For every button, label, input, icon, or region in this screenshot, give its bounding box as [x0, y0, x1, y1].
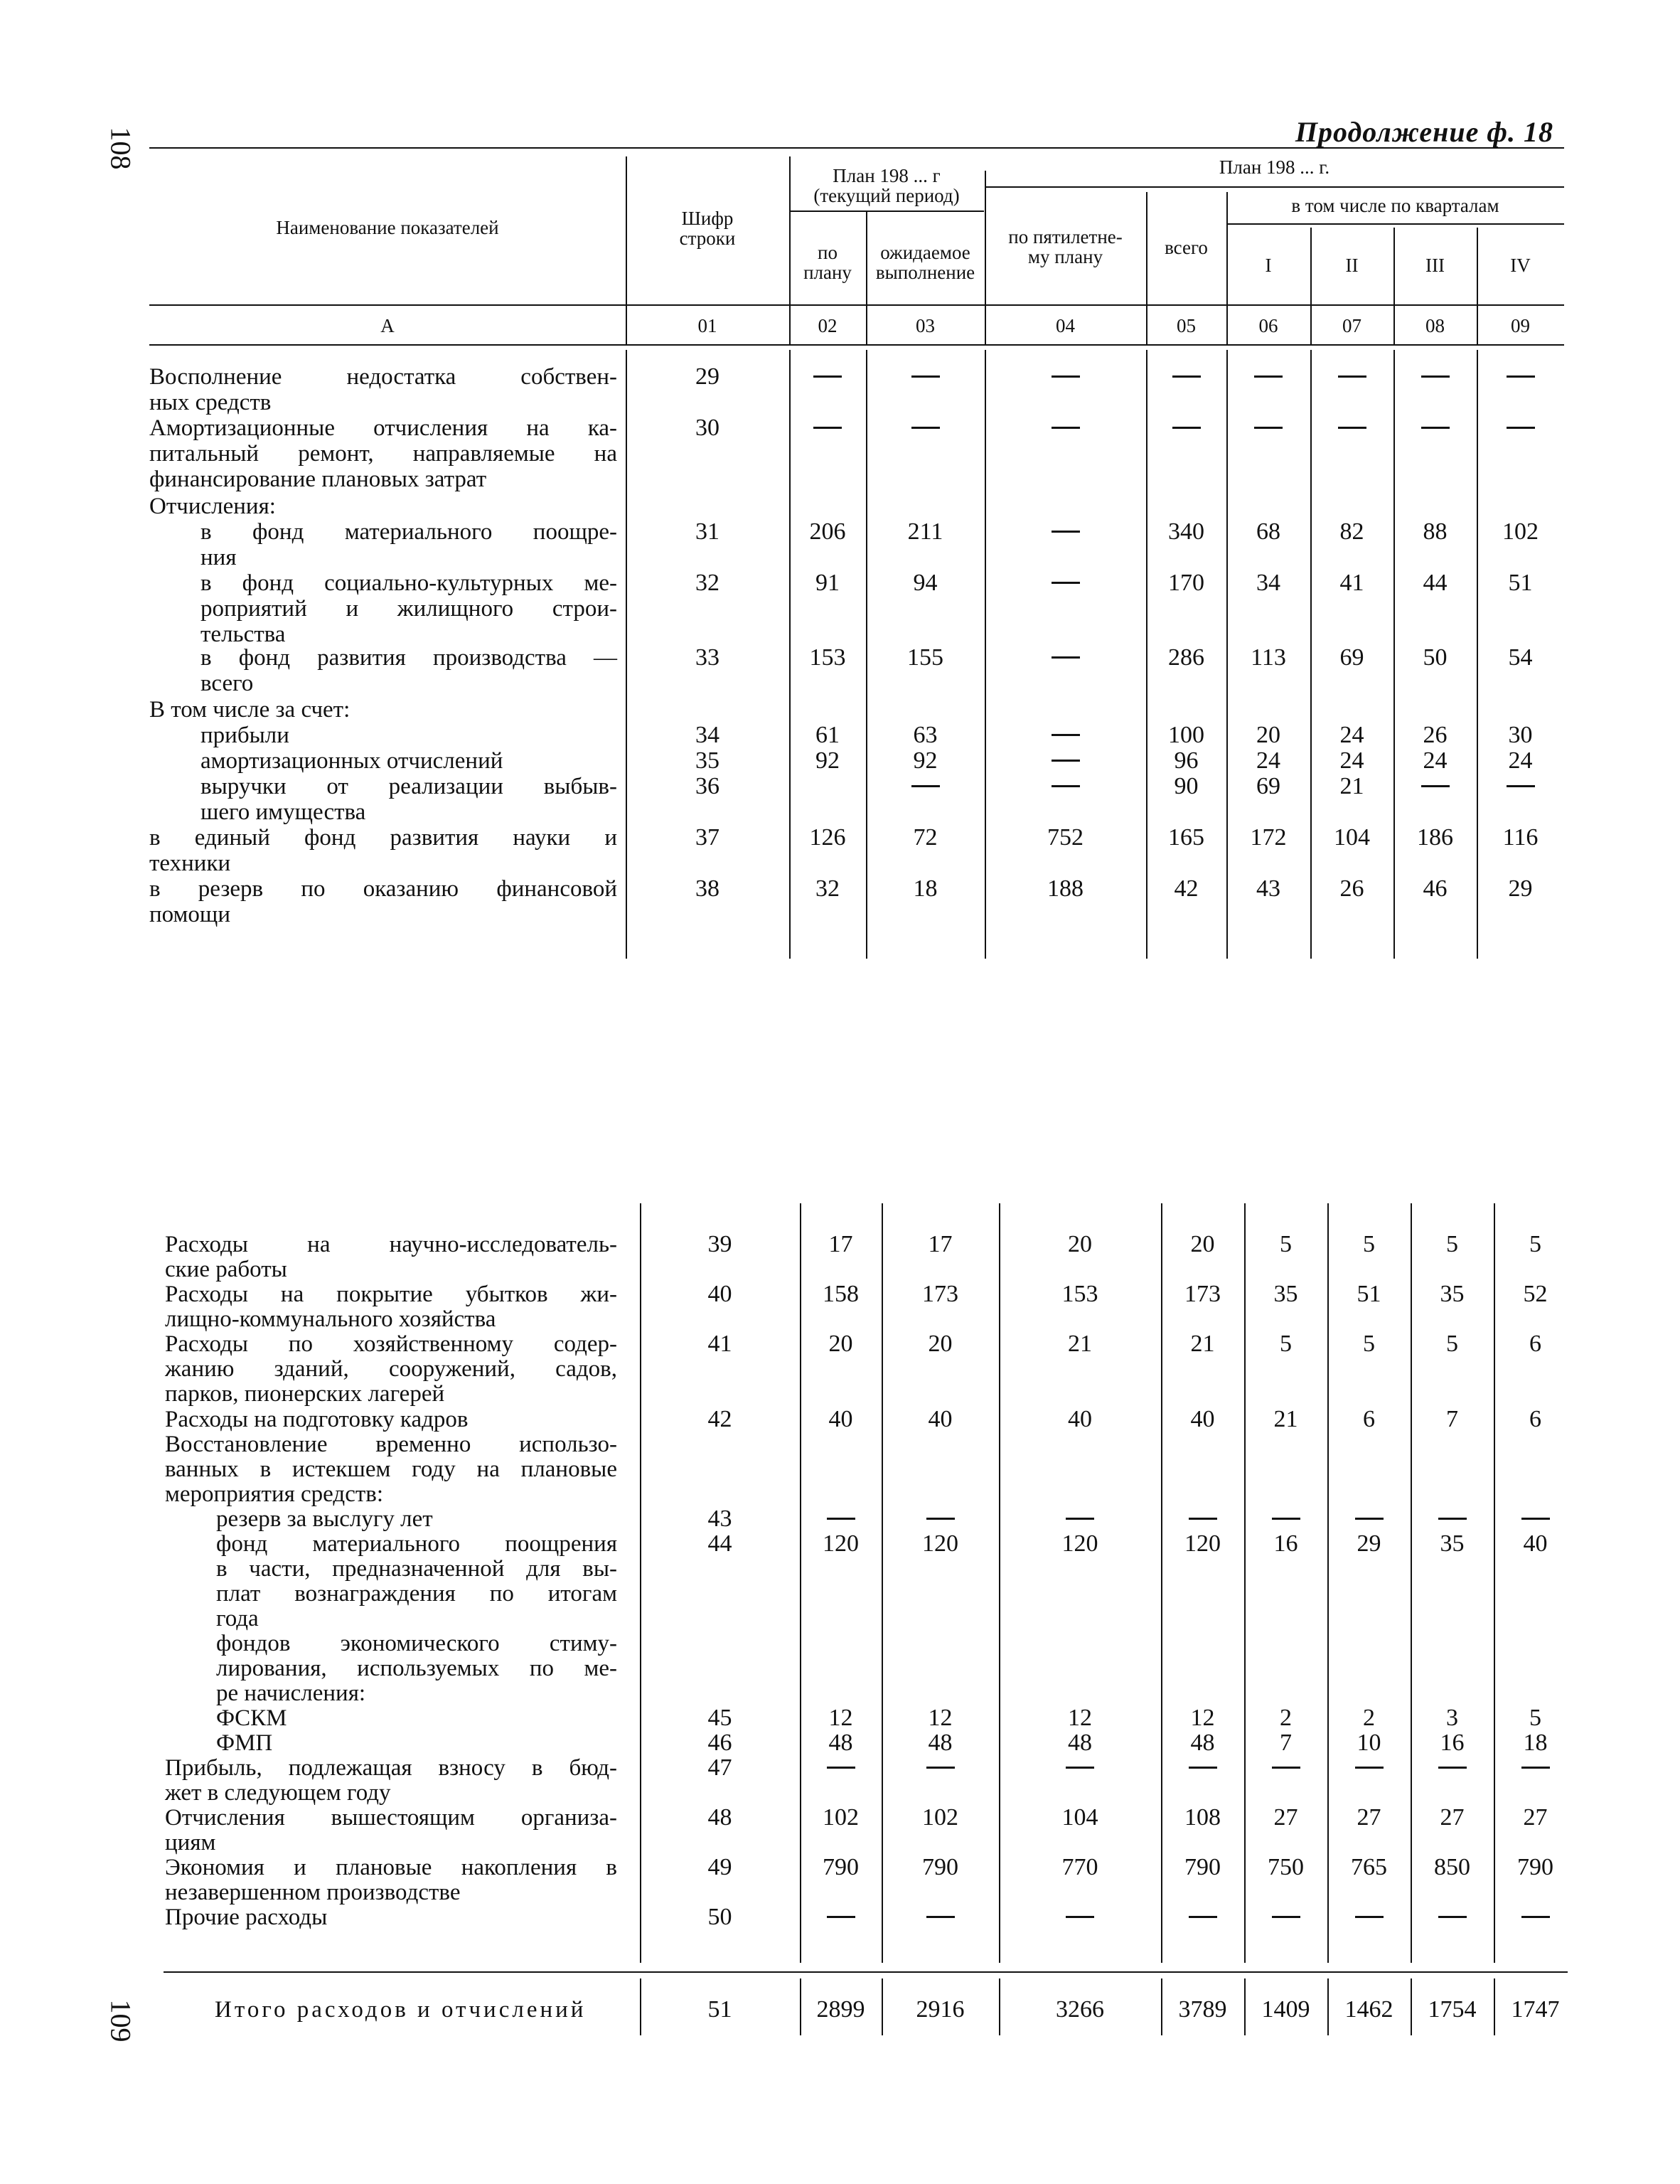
- value-cell: 186: [1417, 824, 1453, 851]
- dash-mark: [1052, 531, 1080, 533]
- dash-mark: [911, 375, 940, 378]
- row-name-line: ские работы: [165, 1257, 287, 1282]
- value-cell: 69: [1256, 773, 1280, 799]
- dash-mark: [827, 1767, 855, 1769]
- row-name-line: питальный ремонт, направляемые на: [149, 441, 617, 467]
- dash-mark: [1507, 785, 1535, 787]
- header-by-plan-2: плану: [803, 262, 852, 283]
- value-cell: 16: [1273, 1530, 1298, 1557]
- dash-mark: [827, 1916, 855, 1918]
- value-cell: 7: [1446, 1406, 1458, 1432]
- row-code: 31: [695, 518, 719, 545]
- total-value: 2916: [916, 1996, 965, 2023]
- value-cell: 5: [1363, 1331, 1375, 1357]
- value-cell: 158: [823, 1281, 859, 1307]
- value-cell: 20: [1190, 1231, 1215, 1257]
- dash-mark: [1521, 1518, 1550, 1520]
- row-code: 33: [695, 644, 719, 671]
- total-value: 1754: [1428, 1996, 1477, 2023]
- value-cell: 18: [1523, 1730, 1548, 1756]
- value-cell: 92: [815, 747, 840, 774]
- value-cell: 102: [1502, 518, 1539, 545]
- value-cell: 153: [1061, 1281, 1098, 1307]
- header-total: всего: [1165, 237, 1208, 258]
- row-name-line: фондов экономического стиму-: [216, 1631, 617, 1656]
- dash-mark: [1052, 582, 1080, 584]
- value-cell: 96: [1174, 747, 1199, 774]
- dash-mark: [1189, 1767, 1217, 1769]
- header-quarter-1: I: [1265, 255, 1272, 276]
- value-cell: 790: [922, 1854, 958, 1880]
- row-name-line: техники: [149, 851, 231, 876]
- row-name-line: ФСКМ: [216, 1705, 287, 1731]
- row-code: 39: [707, 1231, 732, 1257]
- dash-mark: [1172, 427, 1201, 429]
- row-name-line: ФМП: [216, 1730, 273, 1756]
- value-cell: 43: [1256, 875, 1280, 902]
- dash-mark: [1052, 375, 1080, 378]
- column-number: 06: [1258, 315, 1278, 336]
- row-name-line: резерв за выслугу лет: [216, 1506, 433, 1532]
- dash-mark: [1421, 375, 1450, 378]
- value-cell: 27: [1357, 1804, 1381, 1831]
- value-cell: 3: [1446, 1705, 1458, 1731]
- dash-mark: [926, 1518, 955, 1520]
- row-code: 44: [707, 1530, 732, 1557]
- row-code: 37: [695, 824, 719, 851]
- value-cell: 27: [1440, 1804, 1465, 1831]
- dash-mark: [1507, 427, 1535, 429]
- column-divider: [1327, 1203, 1329, 1963]
- value-cell: 68: [1256, 518, 1280, 545]
- row-name-line: года: [216, 1606, 259, 1631]
- value-cell: 69: [1339, 644, 1364, 671]
- row-code: 43: [707, 1506, 732, 1532]
- column-number: 09: [1511, 315, 1530, 336]
- value-cell: 173: [922, 1281, 958, 1307]
- value-cell: 765: [1351, 1854, 1387, 1880]
- header-five-year-1: по пятилетне-: [1008, 226, 1123, 247]
- dash-mark: [1438, 1518, 1467, 1520]
- row-name-line: лирования, используемых по ме-: [216, 1656, 617, 1681]
- column-divider: [882, 1203, 883, 1963]
- value-cell: 20: [1256, 722, 1280, 748]
- row-code: 40: [707, 1281, 732, 1307]
- dash-mark: [1421, 427, 1450, 429]
- dash-mark: [1052, 656, 1080, 659]
- column-divider: [1494, 1203, 1495, 1963]
- column-divider: [999, 1203, 1000, 1963]
- row-name-line: финансирование плановых затрат: [149, 467, 487, 492]
- value-cell: 94: [913, 570, 938, 596]
- value-cell: 172: [1250, 824, 1287, 851]
- value-cell: 340: [1168, 518, 1204, 545]
- value-cell: 5: [1529, 1705, 1541, 1731]
- value-cell: 5: [1446, 1231, 1458, 1257]
- value-cell: 40: [1190, 1406, 1215, 1432]
- dash-mark: [1438, 1767, 1467, 1769]
- dash-mark: [1521, 1916, 1550, 1918]
- header-expected-2: выполнение: [875, 262, 975, 283]
- total-value: 1409: [1261, 1996, 1310, 2023]
- value-cell: 102: [922, 1804, 958, 1831]
- dash-mark: [1189, 1518, 1217, 1520]
- dash-mark: [1066, 1916, 1094, 1918]
- header-quarter-4: IV: [1510, 255, 1531, 276]
- column-number: 03: [916, 315, 935, 336]
- header-plan-current-1: План 198 ... г: [833, 165, 941, 186]
- header-code-2: строки: [679, 228, 736, 249]
- value-cell: 42: [1174, 875, 1199, 902]
- row-code: 34: [695, 722, 719, 748]
- value-cell: 770: [1061, 1854, 1098, 1880]
- column-number: А: [380, 315, 395, 336]
- dash-mark: [827, 1518, 855, 1520]
- value-cell: 12: [1068, 1705, 1092, 1731]
- row-code: 35: [695, 747, 719, 774]
- value-cell: 48: [828, 1730, 853, 1756]
- value-cell: 44: [1423, 570, 1448, 596]
- total-value: 1462: [1344, 1996, 1393, 2023]
- row-name-line: Восполнение недостатка собствен-: [149, 364, 617, 390]
- column-number: 08: [1425, 315, 1445, 336]
- value-cell: 29: [1357, 1530, 1381, 1557]
- column-divider: [800, 1203, 801, 1963]
- value-cell: 286: [1168, 644, 1204, 671]
- row-name-line: в фонд материального поощре-: [200, 519, 617, 545]
- value-cell: 92: [913, 747, 938, 774]
- value-cell: 26: [1423, 722, 1448, 748]
- value-cell: 211: [907, 518, 943, 545]
- value-cell: 88: [1423, 518, 1448, 545]
- dash-mark: [1066, 1767, 1094, 1769]
- value-cell: 61: [815, 722, 840, 748]
- value-cell: 17: [828, 1231, 853, 1257]
- value-cell: 17: [928, 1231, 953, 1257]
- value-cell: 102: [823, 1804, 859, 1831]
- dash-mark: [1066, 1518, 1094, 1520]
- value-cell: 120: [823, 1530, 859, 1557]
- value-cell: 20: [928, 1331, 953, 1357]
- dash-mark: [813, 427, 842, 429]
- row-code: 42: [707, 1406, 732, 1432]
- value-cell: 120: [1061, 1530, 1098, 1557]
- dash-mark: [1172, 375, 1201, 378]
- value-cell: 6: [1363, 1406, 1375, 1432]
- row-name-line: Прибыль, подлежащая взносу в бюд-: [165, 1755, 617, 1781]
- value-cell: 153: [809, 644, 846, 671]
- dash-mark: [1052, 785, 1080, 787]
- dash-mark: [1052, 760, 1080, 762]
- row-name-line: в резерв по оказанию финансовой: [149, 876, 617, 902]
- value-cell: 750: [1268, 1854, 1304, 1880]
- row-name-line: амортизационных отчислений: [200, 748, 503, 774]
- total-name: Итого расходов и отчислений: [215, 1997, 587, 2023]
- value-cell: 51: [1357, 1281, 1381, 1307]
- dash-mark: [1272, 1916, 1300, 1918]
- row-name-line: прибыли: [200, 723, 289, 748]
- row-name-line: В том числе за счет:: [149, 697, 351, 723]
- value-cell: 50: [1423, 644, 1448, 671]
- column-number: 01: [697, 315, 717, 336]
- column-number: 05: [1177, 315, 1196, 336]
- row-name-line: Расходы на научно-исследователь-: [165, 1232, 617, 1257]
- value-cell: 790: [1184, 1854, 1221, 1880]
- dash-mark: [1272, 1518, 1300, 1520]
- row-name-line: ния: [200, 545, 237, 570]
- row-code: 47: [707, 1754, 732, 1781]
- value-cell: 2: [1363, 1705, 1375, 1731]
- value-cell: 5: [1280, 1231, 1292, 1257]
- dash-mark: [1254, 427, 1283, 429]
- row-name-line: жанию зданий, сооружений, садов,: [165, 1356, 617, 1382]
- value-cell: 173: [1184, 1281, 1221, 1307]
- value-cell: 21: [1190, 1331, 1215, 1357]
- row-name-line: фонд материального поощрения: [216, 1531, 617, 1557]
- value-cell: 32: [815, 875, 840, 902]
- dash-mark: [1507, 375, 1535, 378]
- value-cell: 20: [1068, 1231, 1092, 1257]
- value-cell: 35: [1440, 1530, 1465, 1557]
- value-cell: 27: [1273, 1804, 1298, 1831]
- value-cell: 20: [828, 1331, 853, 1357]
- dash-mark: [1355, 1518, 1384, 1520]
- value-cell: 51: [1508, 570, 1533, 596]
- total-value: 1747: [1511, 1996, 1560, 2023]
- value-cell: 790: [1517, 1854, 1553, 1880]
- value-cell: 155: [907, 644, 943, 671]
- row-name-line: ре начисления:: [216, 1680, 366, 1706]
- value-cell: 116: [1502, 824, 1539, 851]
- value-cell: 24: [1256, 747, 1280, 774]
- value-cell: 82: [1339, 518, 1364, 545]
- value-cell: 35: [1440, 1281, 1465, 1307]
- row-code: 41: [707, 1331, 732, 1357]
- row-name-line: Расходы на покрытие убытков жи-: [165, 1282, 617, 1307]
- row-name-line: мероприятия средств:: [165, 1481, 384, 1507]
- column-number: 07: [1342, 315, 1361, 336]
- row-name-line: Расходы по хозяйственному содер-: [165, 1331, 617, 1357]
- value-cell: 104: [1334, 824, 1370, 851]
- value-cell: 24: [1508, 747, 1533, 774]
- row-name-line: Отчисления вышестоящим организа-: [165, 1805, 617, 1831]
- dash-mark: [926, 1767, 955, 1769]
- row-name-line: в части, предназначенной для вы-: [216, 1556, 617, 1582]
- header-plan-next: План 198 ... г.: [1219, 156, 1330, 178]
- total-value: 3789: [1178, 1996, 1227, 2023]
- column-divider: [985, 350, 986, 959]
- header-five-year-2: му плану: [1027, 246, 1103, 267]
- page-number-bottom: 109: [105, 1999, 137, 2042]
- row-name-line: плат вознаграждения по итогам: [216, 1581, 617, 1607]
- dash-mark: [911, 785, 940, 787]
- row-name-line: ванных в истекшем году на плановые: [165, 1456, 617, 1482]
- header-code-1: Шифр: [681, 208, 734, 229]
- value-cell: 170: [1168, 570, 1204, 596]
- value-cell: 5: [1363, 1231, 1375, 1257]
- dash-mark: [1521, 1767, 1550, 1769]
- value-cell: 120: [922, 1530, 958, 1557]
- value-cell: 206: [809, 518, 846, 545]
- row-name-line: в фонд развития производства —: [200, 645, 617, 671]
- value-cell: 113: [1251, 644, 1286, 671]
- value-cell: 7: [1280, 1730, 1292, 1756]
- header-name: Наименование показателей: [276, 217, 499, 238]
- value-cell: 54: [1508, 644, 1533, 671]
- row-name-line: в фонд социально-культурных ме-: [200, 570, 617, 596]
- row-code: 30: [695, 415, 719, 441]
- value-cell: 165: [1168, 824, 1204, 851]
- header-by-plan-1: по: [818, 242, 838, 263]
- value-cell: 24: [1339, 747, 1364, 774]
- total-rule: [164, 1971, 1568, 1973]
- value-cell: 90: [1174, 773, 1199, 799]
- row-name-line: Отчисления:: [149, 494, 276, 519]
- row-name-line: всего: [200, 671, 254, 696]
- value-cell: 10: [1357, 1730, 1381, 1756]
- row-name-line: лищно-коммунального хозяйства: [165, 1306, 496, 1332]
- value-cell: 108: [1184, 1804, 1221, 1831]
- row-code: 29: [695, 363, 719, 390]
- value-cell: 26: [1339, 875, 1364, 902]
- total-code: 51: [707, 1996, 732, 2023]
- value-cell: 21: [1068, 1331, 1092, 1357]
- value-cell: 5: [1280, 1331, 1292, 1357]
- row-code: 49: [707, 1854, 732, 1880]
- value-cell: 6: [1529, 1406, 1541, 1432]
- value-cell: 18: [913, 875, 938, 902]
- dash-mark: [1052, 427, 1080, 429]
- row-name-line: ных средств: [149, 390, 272, 415]
- value-cell: 48: [928, 1730, 953, 1756]
- row-name-line: шего имущества: [200, 799, 366, 825]
- row-code: 46: [707, 1730, 732, 1756]
- row-name-line: незавершенном производстве: [165, 1880, 461, 1905]
- row-code: 36: [695, 773, 719, 799]
- dash-mark: [926, 1916, 955, 1918]
- value-cell: 752: [1047, 824, 1084, 851]
- row-code: 38: [695, 875, 719, 902]
- row-name-line: в единый фонд развития науки и: [149, 825, 617, 851]
- value-cell: 16: [1440, 1730, 1465, 1756]
- value-cell: 24: [1423, 747, 1448, 774]
- dash-mark: [813, 375, 842, 378]
- row-name-line: Восстановление временно использо-: [165, 1432, 617, 1457]
- header-quarter-3: III: [1425, 255, 1445, 276]
- value-cell: 5: [1529, 1231, 1541, 1257]
- value-cell: 35: [1273, 1281, 1298, 1307]
- value-cell: 100: [1168, 722, 1204, 748]
- column-divider: [1411, 1203, 1412, 1963]
- dash-mark: [1189, 1916, 1217, 1918]
- value-cell: 48: [1068, 1730, 1092, 1756]
- dash-mark: [1355, 1767, 1384, 1769]
- value-cell: 29: [1508, 875, 1533, 902]
- value-cell: 46: [1423, 875, 1448, 902]
- header-plan-current-2: (текущий период): [813, 185, 960, 206]
- dash-mark: [1355, 1916, 1384, 1918]
- row-name-line: Расходы на подготовку кадров: [165, 1407, 469, 1432]
- row-name-line: роприятий и жилищного строи-: [200, 596, 617, 622]
- column-divider: [1161, 1203, 1162, 1963]
- value-cell: 72: [913, 824, 938, 851]
- dash-mark: [1338, 375, 1366, 378]
- value-cell: 126: [809, 824, 846, 851]
- column-number: 02: [818, 315, 838, 336]
- column-divider: [1244, 1203, 1246, 1963]
- value-cell: 2: [1280, 1705, 1292, 1731]
- value-cell: 63: [913, 722, 938, 748]
- value-cell: 27: [1523, 1804, 1548, 1831]
- value-cell: 40: [828, 1406, 853, 1432]
- total-value: 3266: [1056, 1996, 1104, 2023]
- value-cell: 120: [1184, 1530, 1221, 1557]
- dash-mark: [1438, 1916, 1467, 1918]
- value-cell: 48: [1190, 1730, 1215, 1756]
- value-cell: 41: [1339, 570, 1364, 596]
- row-name-line: помощи: [149, 902, 230, 927]
- value-cell: 21: [1273, 1406, 1298, 1432]
- dash-mark: [911, 427, 940, 429]
- dash-mark: [1254, 375, 1283, 378]
- value-cell: 30: [1508, 722, 1533, 748]
- total-value: 2899: [816, 1996, 865, 2023]
- continuation-title: Продолжение ф. 18: [1295, 116, 1553, 148]
- dash-mark: [1052, 734, 1080, 736]
- row-name-line: циям: [165, 1830, 216, 1855]
- header-quarter-2: II: [1345, 255, 1359, 276]
- value-cell: 91: [815, 570, 840, 596]
- value-cell: 5: [1446, 1331, 1458, 1357]
- page-number-top: 108: [105, 127, 137, 170]
- value-cell: 34: [1256, 570, 1280, 596]
- row-name-line: Амортизационные отчисления на ка-: [149, 415, 617, 441]
- value-cell: 104: [1061, 1804, 1098, 1831]
- row-code: 50: [707, 1904, 732, 1930]
- row-code: 45: [707, 1705, 732, 1731]
- row-name-line: Прочие расходы: [165, 1905, 328, 1930]
- value-cell: 40: [928, 1406, 953, 1432]
- value-cell: 40: [1523, 1530, 1548, 1557]
- row-code: 32: [695, 570, 719, 596]
- value-cell: 12: [928, 1705, 953, 1731]
- value-cell: 6: [1529, 1331, 1541, 1357]
- value-cell: 12: [828, 1705, 853, 1731]
- header-quarters-label: в том числе по кварталам: [1291, 195, 1499, 216]
- header-expected-1: ожидаемое: [880, 242, 970, 263]
- value-cell: 188: [1047, 875, 1084, 902]
- value-cell: 40: [1068, 1406, 1092, 1432]
- value-cell: 850: [1434, 1854, 1470, 1880]
- row-name-line: выручки от реализации выбыв-: [200, 774, 617, 799]
- row-name-line: жет в следующем году: [165, 1780, 391, 1806]
- row-name-line: парков, пионерских лагерей: [165, 1381, 445, 1407]
- value-cell: 52: [1523, 1281, 1548, 1307]
- row-name-line: тельства: [200, 622, 286, 647]
- dash-mark: [1421, 785, 1450, 787]
- row-code: 48: [707, 1804, 732, 1831]
- dash-mark: [1272, 1767, 1300, 1769]
- row-name-line: Экономия и плановые накопления в: [165, 1855, 617, 1880]
- value-cell: 21: [1339, 773, 1364, 799]
- value-cell: 12: [1190, 1705, 1215, 1731]
- dash-mark: [1338, 427, 1366, 429]
- value-cell: 790: [823, 1854, 859, 1880]
- value-cell: 24: [1339, 722, 1364, 748]
- column-number: 04: [1056, 315, 1075, 336]
- column-divider: [640, 1203, 641, 1963]
